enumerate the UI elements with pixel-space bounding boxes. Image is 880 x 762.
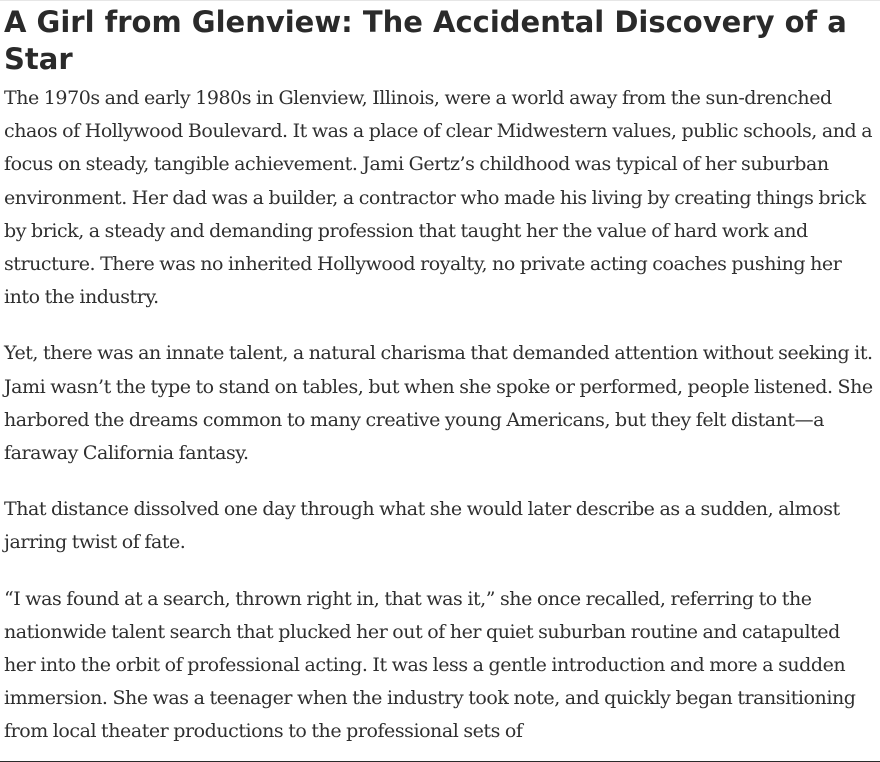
article (4, 4, 874, 762)
article-paragraph-3: That distance dissolved one day through what she would later describe as a sudden, almost jarring twist of fate. (4, 498, 840, 554)
article-paragraph-4: “I was found at a search, thrown right in, that was it,” she once recalled, referring to the nationwide talent search that plucked her out of her quiet suburban routine and catapulted her into the orbit of professional acting. It was less a gentle introduction and more a sudden immersion. She was a teenager when the industry took note, and quickly began transitioning from local theater productions to the professional sets of (4, 587, 856, 743)
article-title: A Girl from Glenview: The Accidental Discovery of a Star (4, 5, 847, 76)
article-paragraph-2: Yet, there was an innate talent, a natural charisma that demanded attention without seeking it. Jami wasn’t the type to stand on tables, but when she spoke or performed, people listened. She harbored the dreams common to many creative young Americans, but they felt distant—a faraway California fantasy. (4, 342, 873, 465)
top-divider (0, 0, 880, 1)
article-paragraph-1: The 1970s and early 1980s in Glenview, Illinois, were a world away from the sun-drenched chaos of Hollywood Boulevard. It was a place of clear Midwestern values, public schools, and a focus on steady, tangible achievement. Jami Gertz’s childhood was typical of her suburban environment. Her dad was a builder, a contractor who made his living by creating things brick by brick, a steady and demanding profession that taught her the value of hard work and structure. There was no inherited Hollywood royalty, no private acting coaches pushing her into the industry. (4, 87, 873, 309)
